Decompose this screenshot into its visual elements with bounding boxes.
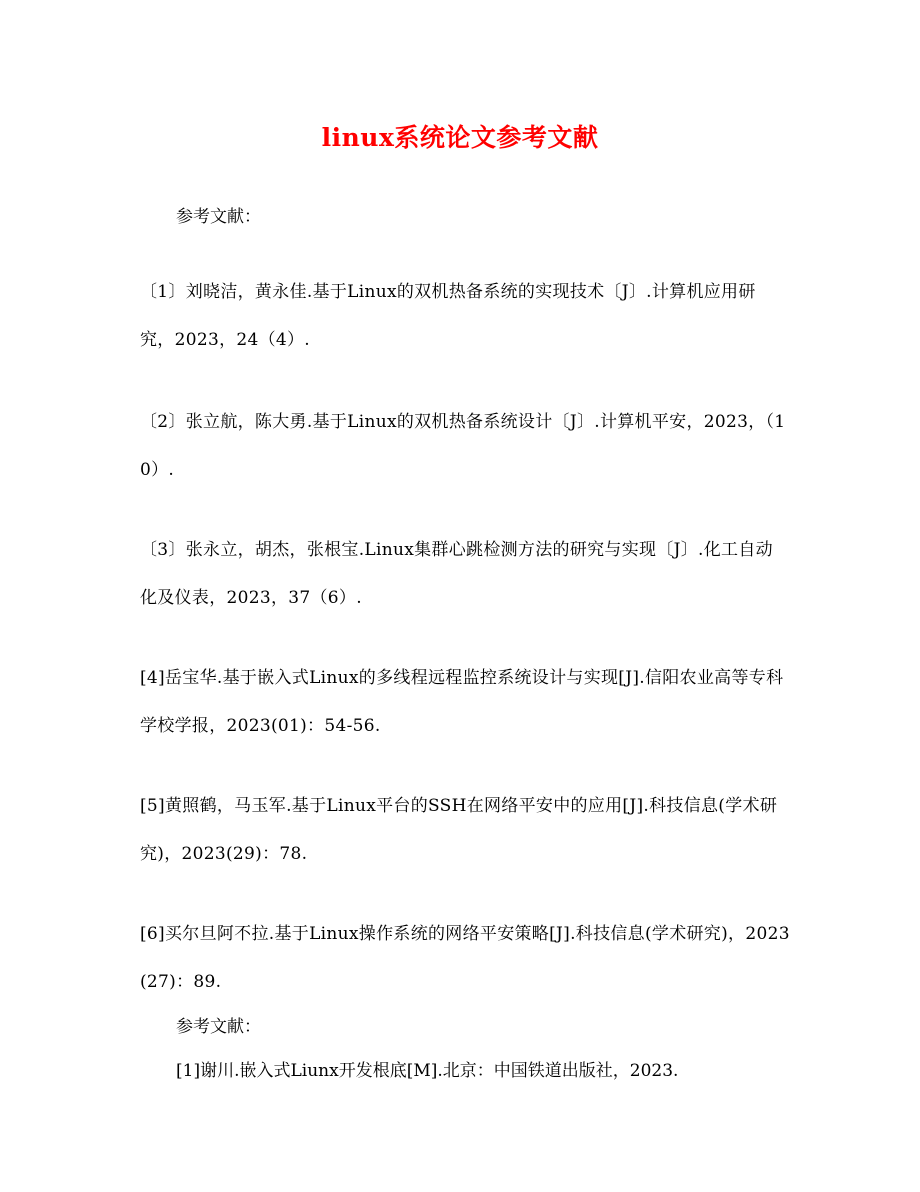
references-heading: 参考文献： [176, 207, 261, 227]
reference-item-second-1: [1]谢川.嵌入式Liunx开发根底[M].北京：中国铁道出版社，2023. [176, 1061, 679, 1081]
reference-item-3: 〔3〕张永立，胡杰，张根宝.Linux集群心跳检测方法的研究与实现〔J〕.化工自动化及仪表，2023，37（6）. [140, 540, 773, 608]
document-title: linux系统论文参考文献 [321, 123, 599, 152]
reference-item-6: [6]买尔旦阿不拉.基于Linux操作系统的网络平安策略[J].科技信息(学术研究)，2023(27)：89. [140, 924, 790, 992]
reference-item-1: 〔1〕刘晓洁，黄永佳.基于Linux的双机热备系统的实现技术〔J〕.计算机应用研究，2023，24（4）. [140, 282, 756, 350]
reference-item-4: [4]岳宝华.基于嵌入式Linux的多线程远程监控系统设计与实现[J].信阳农业高等专科学校学报，2023(01)：54-56. [140, 668, 784, 736]
reference-item-2: 〔2〕张立航，陈大勇.基于Linux的双机热备系统设计〔J〕.计算机平安，2023，（10）. [140, 412, 786, 480]
reference-item-5: [5]黄照鹤，马玉军.基于Linux平台的SSH在网络平安中的应用[J].科技信息(学术研究)，2023(29)：78. [140, 796, 778, 864]
references-heading-second: 参考文献： [176, 1017, 261, 1037]
